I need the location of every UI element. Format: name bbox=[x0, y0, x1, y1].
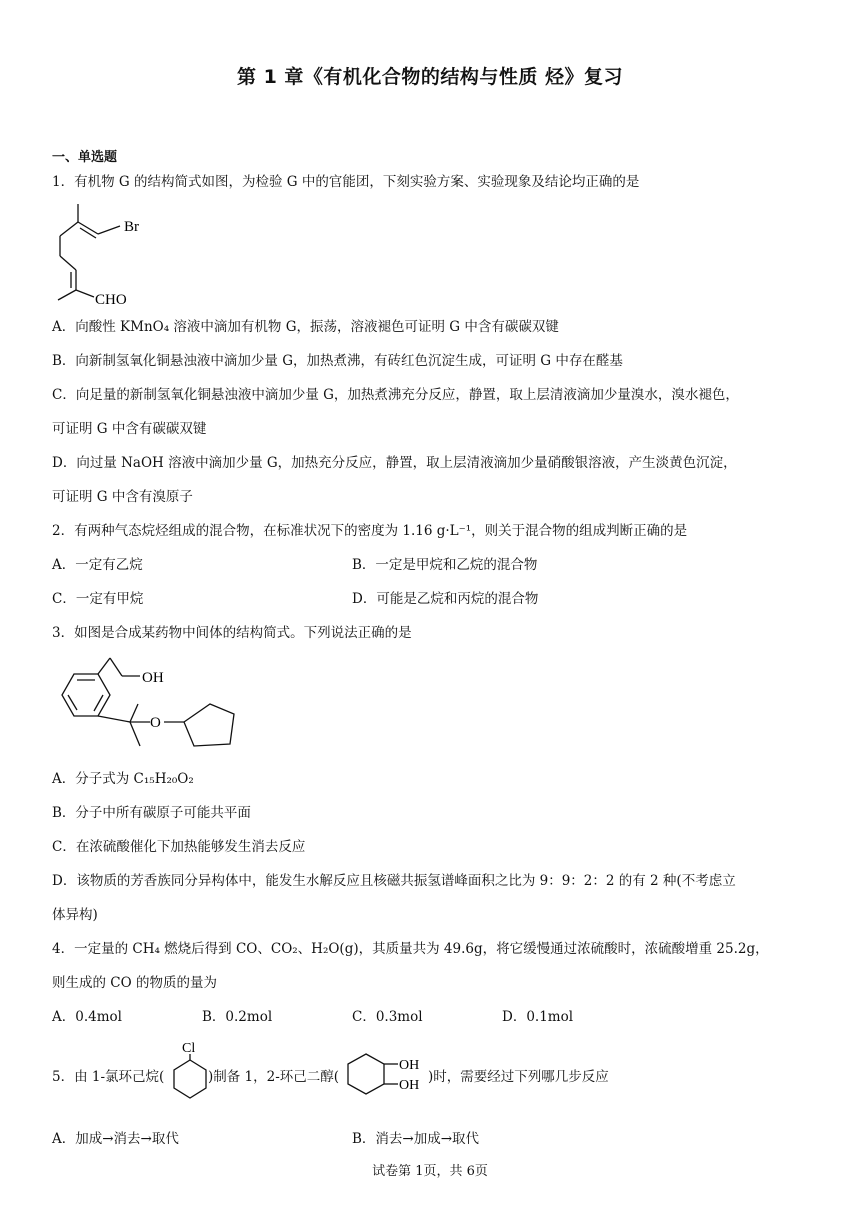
q1-option-c-line2: 可证明 G 中含有碳碳双键 bbox=[52, 421, 207, 437]
q3-option-d-line1: D．该物质的芳香族同分异构体中，能发生水解反应且核磁共振氢谱峰面积之比为 9：9：2：2 的有 2 种(不考虑立 bbox=[52, 873, 736, 889]
q3-oh-label: OH bbox=[142, 670, 164, 686]
q1-option-d-line1: D．向过量 NaOH 溶液中滴加少量 G，加热充分反应，静置，取上层清液滴加少量硝酸银溶液，产生淡黄色沉淀， bbox=[52, 455, 737, 471]
q4-stem-line2: 则生成的 CO 的物质的量为 bbox=[52, 975, 217, 991]
q4-stem-line1: 4．一定量的 CH₄ 燃烧后得到 CO、CO₂、H₂O(g)，其质量共为 49.6g，将它缓慢通过浓硫酸时，浓硫酸增重 25.2g， bbox=[52, 941, 769, 957]
q3-structure-molecule bbox=[44, 652, 254, 758]
q4-option-b: B．0.2mol bbox=[202, 1009, 273, 1025]
q3-o-label: O bbox=[150, 715, 161, 731]
q5-stem-part1: 5．由 1-氯环己烷( bbox=[52, 1069, 165, 1085]
q5-stem-part2: )制备 1，2-环己二醇( bbox=[208, 1069, 340, 1085]
q5-option-a: A．加成→消去→取代 bbox=[52, 1131, 179, 1147]
q2-option-c: C．一定有甲烷 bbox=[52, 591, 144, 607]
q2-stem: 2．有两种气态烷烃组成的混合物，在标准状况下的密度为 1.16 g·L⁻¹，则关于混合物的组成判断正确的是 bbox=[52, 523, 688, 539]
q4-option-d: D．0.1mol bbox=[502, 1009, 574, 1025]
q3-option-c: C．在浓硫酸催化下加热能够发生消去反应 bbox=[52, 839, 306, 855]
q1-cho-label: CHO bbox=[95, 292, 127, 308]
page-title: 第 1 章《有机化合物的结构与性质 烃》复习 bbox=[236, 66, 624, 88]
q1-br-label: Br bbox=[124, 219, 139, 235]
section-heading: 一、单选题 bbox=[52, 150, 118, 165]
q5-oh-label-bottom: OH bbox=[399, 1078, 420, 1093]
q3-option-d-line2: 体异构) bbox=[52, 907, 98, 923]
q4-option-c: C．0.3mol bbox=[352, 1009, 423, 1025]
q1-option-c-line1: C．向足量的新制氢氧化铜悬浊液中滴加少量 G，加热煮沸充分反应，静置，取上层清液滴加少量溴水，溴水褪色， bbox=[52, 387, 739, 403]
q3-option-a: A．分子式为 C₁₅H₂₀O₂ bbox=[52, 771, 194, 787]
q2-option-d: D．可能是乙烷和丙烷的混合物 bbox=[352, 591, 539, 607]
q5-cl-label: Cl bbox=[182, 1041, 196, 1056]
q4-option-a: A．0.4mol bbox=[52, 1009, 122, 1025]
q3-option-b: B．分子中所有碳原子可能共平面 bbox=[52, 805, 251, 821]
q1-stem: 1．有机物 G 的结构简式如图，为检验 G 中的官能团，下刻实验方案、实验现象及结论均正确的是 bbox=[52, 174, 640, 190]
page-footer: 试卷第 1页，共 6页 bbox=[372, 1164, 488, 1179]
q5-cyclohexanediol-molecule bbox=[346, 1050, 430, 1106]
q1-option-a: A．向酸性 KMnO₄ 溶液中滴加有机物 G，振荡，溶液褪色可证明 G 中含有碳碳双键 bbox=[52, 319, 559, 335]
q3-stem: 3．如图是合成某药物中间体的结构简式。下列说法正确的是 bbox=[52, 625, 412, 641]
q5-option-b: B．消去→加成→取代 bbox=[352, 1131, 480, 1147]
q2-option-b: B．一定是甲烷和乙烷的混合物 bbox=[352, 557, 538, 573]
q1-option-d-line2: 可证明 G 中含有溴原子 bbox=[52, 489, 193, 505]
q1-option-b: B．向新制氢氧化铜悬浊液中滴加少量 G，加热煮沸，有砖红色沉淀生成，可证明 G 中存在醛基 bbox=[52, 353, 623, 369]
q2-option-a: A．一定有乙烷 bbox=[52, 557, 143, 573]
q5-oh-label-top: OH bbox=[399, 1058, 420, 1073]
q5-stem-part3: )时，需要经过下列哪几步反应 bbox=[428, 1069, 609, 1085]
q1-structure-molecule bbox=[40, 196, 170, 308]
